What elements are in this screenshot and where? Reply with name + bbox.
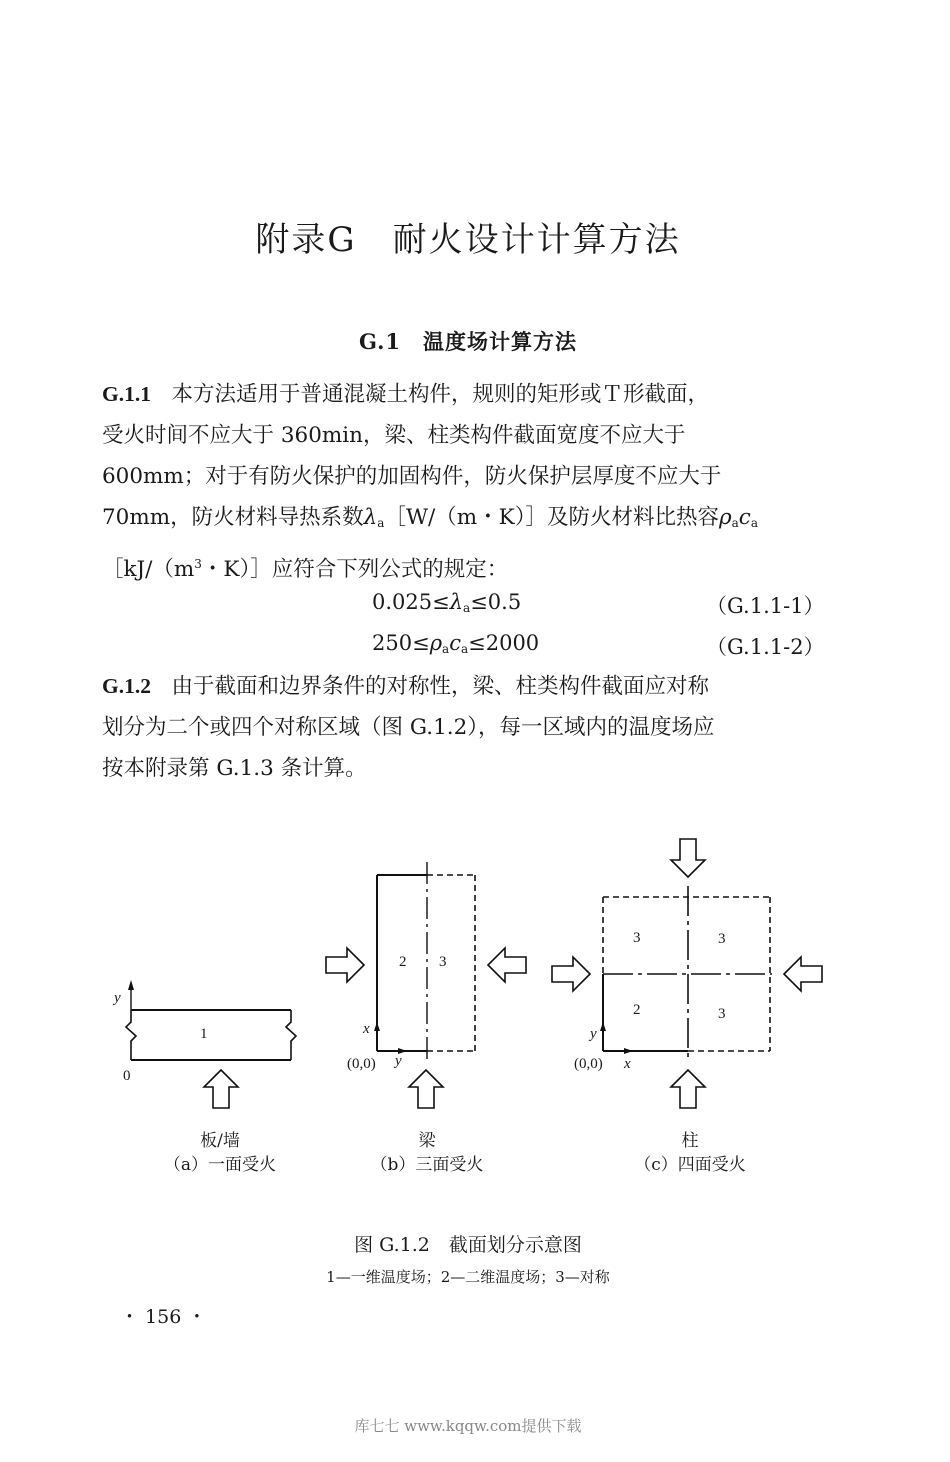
p1-text-4b: ［W/（m・K）］及防火材料比热容 <box>384 505 719 530</box>
p2-line-2: 划分为二个或四个对称区域（图 G.1.2），每一区域内的温度场应 <box>102 715 715 740</box>
p1-line-1 <box>102 374 838 415</box>
page-number: ・ 156 ・ <box>120 1306 207 1328</box>
fire-arrow-bottom-icon <box>671 1070 705 1108</box>
p1-line-3: 600mm；对于有防火保护的加固构件，防火保护层厚度不应大于 <box>102 464 722 489</box>
eq2-right: ≤2000 <box>468 631 540 655</box>
lambda-symbol: λ <box>363 505 378 530</box>
eq1-right: ≤0.5 <box>470 590 522 614</box>
column-x-axis-label: x <box>624 1056 631 1072</box>
p2-line-3: 按本附录第 G.1.3 条计算。 <box>102 756 367 781</box>
appendix-title: 附录G 耐火设计计算方法 <box>255 220 681 260</box>
figure-note: 1—一维温度场；2—二维温度场；3—对称 <box>326 1268 610 1286</box>
section-heading: G.1 温度场计算方法 <box>358 329 578 354</box>
fire-arrow-right-icon <box>488 948 526 982</box>
slab-y-axis-label: y <box>114 990 121 1006</box>
equation-2 <box>372 631 539 656</box>
beam-name: 梁 <box>418 1131 436 1151</box>
fire-arrow-top-icon <box>671 839 705 877</box>
p2-number: G.1.2 <box>102 674 151 698</box>
beam-region-3: 3 <box>439 954 447 970</box>
paragraph-g-1-2 <box>102 666 838 789</box>
p1-number: G.1.1 <box>102 382 151 406</box>
column-origin-label: (0,0) <box>574 1056 603 1072</box>
p1-text-4a: 70mm，防火材料导热系数 <box>102 505 364 530</box>
eq2-c: c <box>449 631 461 655</box>
beam-y-axis-label: y <box>395 1053 402 1069</box>
beam-origin-label: (0,0) <box>347 1056 376 1072</box>
p1-line-4 <box>102 497 838 544</box>
beam-x-axis-label: x <box>363 1021 370 1037</box>
eq1-lambda: λ <box>449 590 464 614</box>
slab-caption: （a）一面受火 <box>163 1155 277 1175</box>
p1-line-2: 受火时间不应大于 360min，梁、柱类构件截面宽度不应大于 <box>102 423 686 448</box>
fire-arrow-left-icon <box>326 948 364 982</box>
fire-arrow-left-icon <box>552 957 590 991</box>
p2-line-1 <box>102 666 838 707</box>
eq2-rho: ρ <box>429 631 443 655</box>
column-region-2: 2 <box>633 1002 641 1018</box>
equation-1 <box>372 590 521 615</box>
column-region-3-top-right: 3 <box>718 931 726 947</box>
eq2-rho-subscript: a <box>442 642 450 656</box>
equation-1-number: （G.1.1-1） <box>706 594 825 618</box>
beam-caption: （b）三面受火 <box>370 1155 484 1175</box>
eq2-c-subscript: a <box>460 642 469 656</box>
rho-symbol: ρ <box>718 505 732 530</box>
column-caption: （c）四面受火 <box>634 1155 746 1175</box>
p1-text-5b: ・K）］应符合下列公式的规定： <box>201 557 509 582</box>
fire-arrow-icon <box>204 1070 238 1108</box>
download-footer: 库七七 www.kqqw.com提供下载 <box>354 1417 582 1435</box>
p1-text-1: 本方法适用于普通混凝土构件，规则的矩形或Ｔ形截面， <box>171 382 710 407</box>
beam-region-2: 2 <box>399 954 407 970</box>
p1-text-5a: ［kJ/（m <box>102 557 195 582</box>
slab-wall-diagram <box>126 980 296 1108</box>
fire-arrow-right-icon <box>784 957 822 991</box>
column-name: 柱 <box>681 1131 699 1151</box>
slab-region-label: 1 <box>200 1026 208 1042</box>
eq2-left: 250≤ <box>372 631 430 655</box>
column-region-3-bottom-right: 3 <box>718 1006 726 1022</box>
p1-line-5 <box>102 544 838 590</box>
column-y-axis-label: y <box>590 1026 597 1042</box>
eq1-subscript: a <box>463 601 471 615</box>
cube-superscript: 3 <box>194 557 202 571</box>
slab-origin-label: 0 <box>123 1068 131 1084</box>
rho-subscript: a <box>731 516 739 530</box>
c-subscript: a <box>750 516 758 530</box>
paragraph-g-1-1 <box>102 374 838 590</box>
lambda-subscript: a <box>377 516 385 530</box>
equation-2-number: （G.1.1-2） <box>706 635 825 659</box>
section-division-figure <box>0 820 950 1120</box>
slab-name: 板/墙 <box>200 1131 240 1151</box>
column-region-3-top-left: 3 <box>633 930 641 946</box>
fire-arrow-bottom-icon <box>409 1070 443 1108</box>
eq1-left: 0.025≤ <box>372 590 450 614</box>
p2-text-1: 由于截面和边界条件的对称性，梁、柱类构件截面应对称 <box>171 674 710 699</box>
c-symbol: c <box>738 505 751 530</box>
figure-caption: 图 G.1.2 截面划分示意图 <box>354 1234 582 1256</box>
